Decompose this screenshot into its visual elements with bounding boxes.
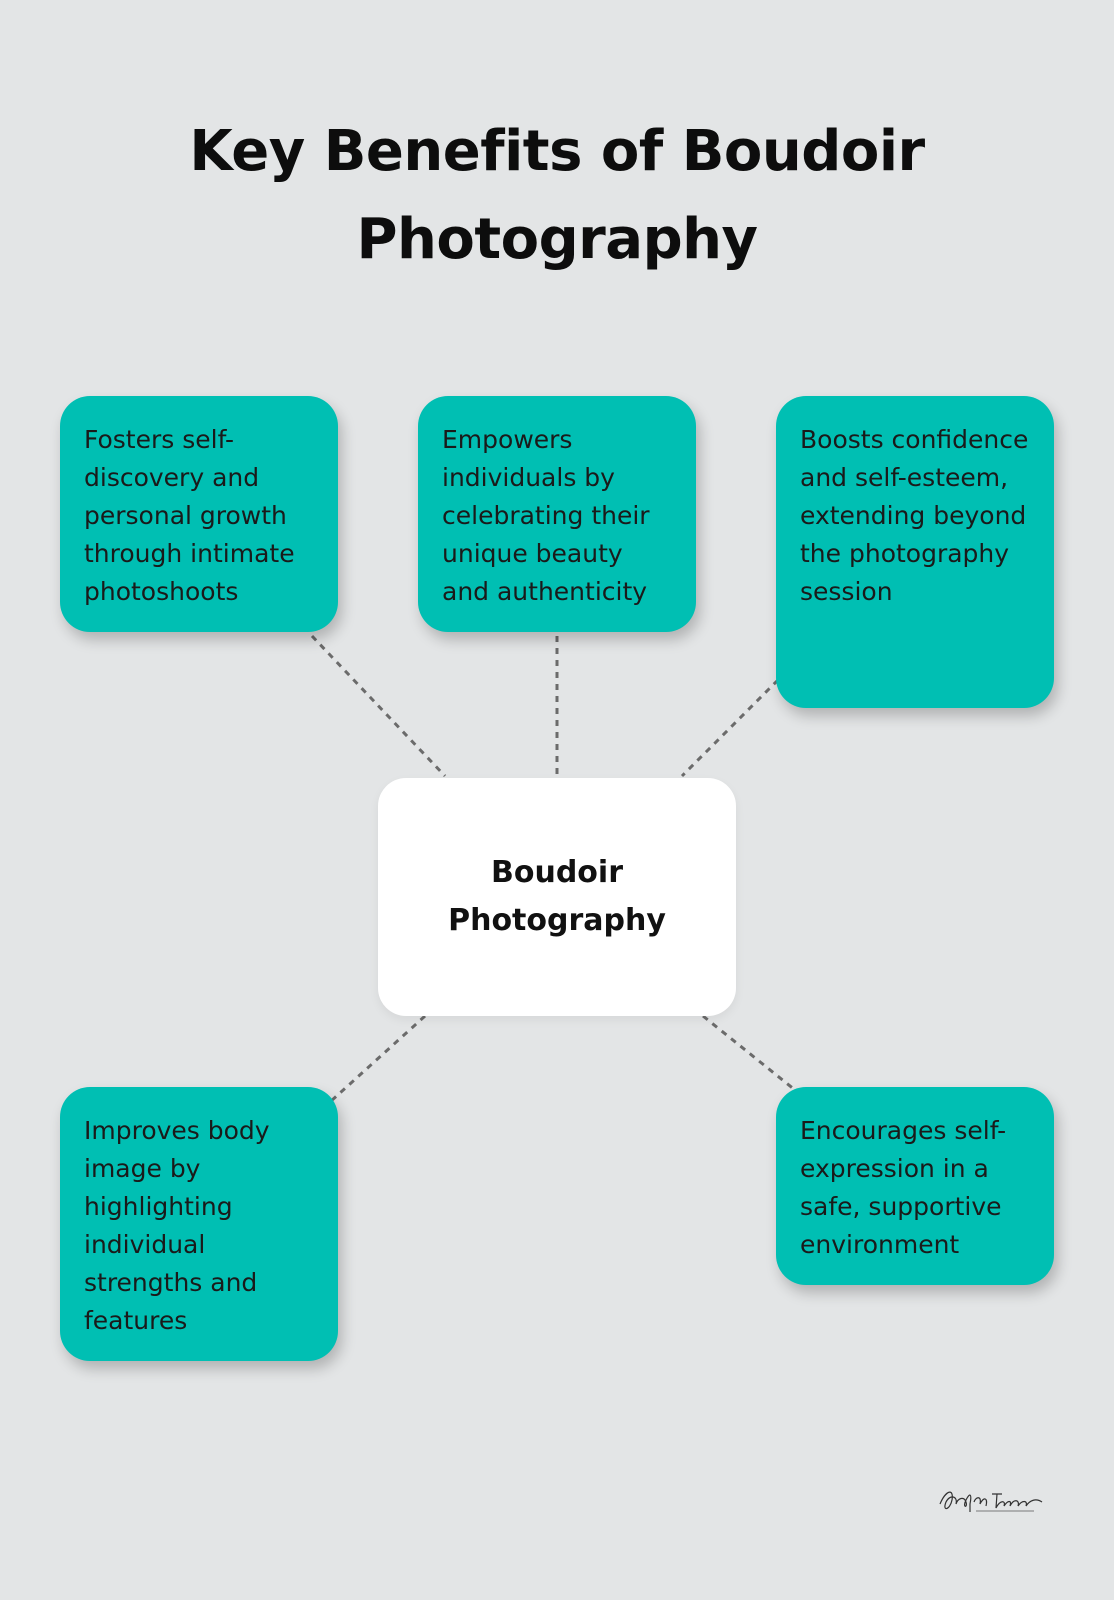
benefit-text: Improves body image by highlighting individual strengths and features	[84, 1116, 270, 1335]
center-node	[378, 778, 736, 1016]
connector-line-5	[703, 1016, 800, 1094]
benefit-card-confidence	[776, 396, 1054, 708]
signature-logo	[936, 1482, 1048, 1518]
benefit-text: Boosts confidence and self-esteem, extending beyond the photography session	[800, 425, 1029, 606]
benefit-card-body-image	[60, 1087, 338, 1361]
benefit-text: Fosters self-discovery and personal growth through intimate photoshoots	[84, 425, 295, 606]
benefit-text: Encourages self-expression in a safe, supportive environment	[800, 1116, 1007, 1259]
benefit-card-self-expression	[776, 1087, 1054, 1285]
connector-line-1	[312, 636, 445, 776]
connector-line-3	[682, 680, 778, 776]
benefit-card-empowerment	[418, 396, 696, 632]
page-title: Key Benefits of Boudoir Photography	[189, 119, 925, 272]
benefit-card-self-discovery	[60, 396, 338, 632]
benefit-text: Empowers individuals by celebrating their unique beauty and authenticity	[442, 425, 650, 606]
center-label: Boudoir Photography	[448, 855, 666, 938]
connector-line-4	[330, 1016, 425, 1102]
